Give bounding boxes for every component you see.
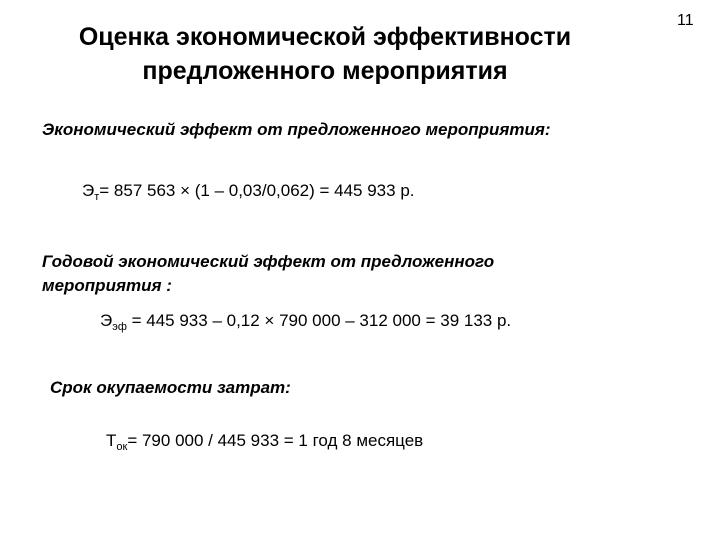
formula-symbol: Т (106, 431, 117, 450)
formula-subscript: эф (112, 321, 127, 333)
slide-title-line-2: предложенного мероприятия (142, 57, 508, 85)
slide-title (40, 20, 610, 88)
formula-subscript: ок (116, 441, 128, 453)
formula-symbol: Э (100, 311, 113, 330)
economic-effect-heading: Экономический эффект от предложенного мероприятия: (42, 120, 551, 139)
formula-symbol: Э (82, 181, 95, 200)
annual-effect-heading (42, 250, 494, 298)
annual-effect-heading-line-1: Годовой экономический эффект от предложенного (42, 252, 495, 271)
formula-subscript: т (94, 191, 100, 203)
annual-effect-formula (100, 310, 511, 332)
page-number: 11 (677, 12, 694, 29)
slide-title-line-1: Оценка экономической эффективности (78, 23, 572, 51)
formula-expression: = 790 000 / 445 933 = 1 год 8 месяцев (127, 431, 424, 450)
formula-expression: = 445 933 – 0,12 × 790 000 – 312 000 = 39 133 р. (126, 311, 512, 330)
payback-formula (106, 430, 423, 452)
payback-heading: Срок окупаемости затрат: (50, 378, 291, 397)
formula-expression: = 857 563 × (1 – 0,03/0,062) = 445 933 р. (99, 181, 415, 200)
annual-effect-heading-line-2: мероприятия : (42, 276, 172, 295)
economic-effect-formula (82, 180, 415, 202)
